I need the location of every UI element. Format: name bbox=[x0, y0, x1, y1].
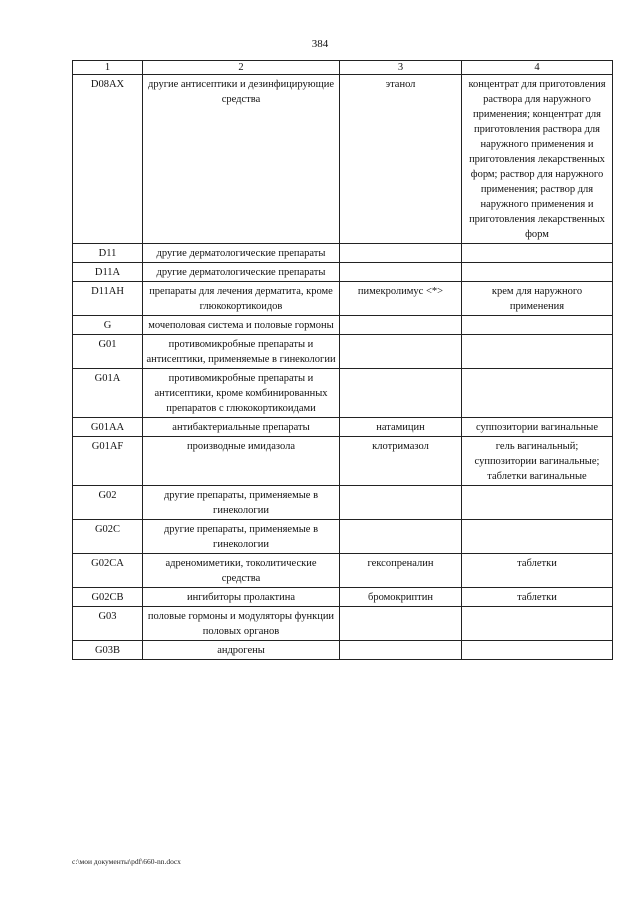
group-name-cell: противомикробные препараты и антисептики, кроме комбинированных препаратов с глюкокортикоидами bbox=[143, 369, 340, 418]
drug-name-cell: этанол bbox=[340, 75, 462, 244]
atc-code-cell: G01AF bbox=[73, 437, 143, 486]
group-name-cell: андрогены bbox=[143, 641, 340, 660]
group-name-cell: половые гормоны и модуляторы функции половых органов bbox=[143, 607, 340, 641]
atc-code-cell: G01AA bbox=[73, 418, 143, 437]
footer-file-path: c:\мои документы\pdf\660-nn.docx bbox=[72, 857, 181, 866]
dosage-form-cell: крем для наружного применения bbox=[462, 282, 613, 316]
table-row bbox=[73, 607, 613, 641]
group-name-cell: другие дерматологические препараты bbox=[143, 244, 340, 263]
drug-name-cell: гексопреналин bbox=[340, 554, 462, 588]
dosage-form-cell bbox=[462, 486, 613, 520]
group-name-cell: ингибиторы пролактина bbox=[143, 588, 340, 607]
group-name-cell: производные имидазола bbox=[143, 437, 340, 486]
drug-name-cell bbox=[340, 263, 462, 282]
dosage-form-cell: гель вагинальный; суппозитории вагинальные; таблетки вагинальные bbox=[462, 437, 613, 486]
atc-code-cell: D11AH bbox=[73, 282, 143, 316]
atc-code-cell: G bbox=[73, 316, 143, 335]
dosage-form-cell bbox=[462, 335, 613, 369]
drug-name-cell bbox=[340, 244, 462, 263]
table-row bbox=[73, 418, 613, 437]
dosage-form-cell bbox=[462, 369, 613, 418]
atc-code-cell: D08AX bbox=[73, 75, 143, 244]
atc-code-cell: G02CB bbox=[73, 588, 143, 607]
dosage-form-cell: концентрат для приготовления раствора для наружного применения; концентрат для приготовления раствора для наружного применения и приготовления лекарственных форм; раствор для наружного применения; раствор для наружного применения и приготовления лекарственных форм bbox=[462, 75, 613, 244]
table-row bbox=[73, 335, 613, 369]
table-row bbox=[73, 486, 613, 520]
dosage-form-cell: суппозитории вагинальные bbox=[462, 418, 613, 437]
column-header: 3 bbox=[340, 61, 462, 75]
atc-code-cell: G03 bbox=[73, 607, 143, 641]
drug-name-cell bbox=[340, 641, 462, 660]
drug-name-cell: натамицин bbox=[340, 418, 462, 437]
table-row bbox=[73, 588, 613, 607]
dosage-form-cell bbox=[462, 244, 613, 263]
atc-code-cell: G02C bbox=[73, 520, 143, 554]
dosage-form-cell bbox=[462, 641, 613, 660]
drug-name-cell: бромокриптин bbox=[340, 588, 462, 607]
table-row bbox=[73, 554, 613, 588]
group-name-cell: другие антисептики и дезинфицирующие средства bbox=[143, 75, 340, 244]
dosage-form-cell: таблетки bbox=[462, 554, 613, 588]
atc-code-cell: D11 bbox=[73, 244, 143, 263]
drug-name-cell bbox=[340, 520, 462, 554]
table-row bbox=[73, 369, 613, 418]
column-header: 1 bbox=[73, 61, 143, 75]
group-name-cell: другие препараты, применяемые в гинекологии bbox=[143, 520, 340, 554]
drug-name-cell bbox=[340, 607, 462, 641]
drug-name-cell: пимекролимус <*> bbox=[340, 282, 462, 316]
atc-code-cell: D11A bbox=[73, 263, 143, 282]
drug-name-cell bbox=[340, 316, 462, 335]
atc-code-cell: G01A bbox=[73, 369, 143, 418]
table-row bbox=[73, 641, 613, 660]
dosage-form-cell bbox=[462, 607, 613, 641]
column-header: 4 bbox=[462, 61, 613, 75]
table-row bbox=[73, 282, 613, 316]
dosage-form-cell: таблетки bbox=[462, 588, 613, 607]
atc-code-cell: G03B bbox=[73, 641, 143, 660]
atc-code-cell: G02 bbox=[73, 486, 143, 520]
column-header: 2 bbox=[143, 61, 340, 75]
group-name-cell: мочеполовая система и половые гормоны bbox=[143, 316, 340, 335]
table-row bbox=[73, 316, 613, 335]
group-name-cell: антибактериальные препараты bbox=[143, 418, 340, 437]
table-row bbox=[73, 437, 613, 486]
page-number: 384 bbox=[311, 38, 329, 50]
group-name-cell: другие дерматологические препараты bbox=[143, 263, 340, 282]
table-row bbox=[73, 263, 613, 282]
group-name-cell: препараты для лечения дерматита, кроме глюкокортикоидов bbox=[143, 282, 340, 316]
group-name-cell: адреномиметики, токолитические средства bbox=[143, 554, 340, 588]
dosage-form-cell bbox=[462, 263, 613, 282]
table-row bbox=[73, 244, 613, 263]
drug-table bbox=[72, 60, 613, 660]
dosage-form-cell bbox=[462, 520, 613, 554]
dosage-form-cell bbox=[462, 316, 613, 335]
header-row bbox=[73, 61, 613, 75]
drug-name-cell bbox=[340, 486, 462, 520]
atc-code-cell: G02CA bbox=[73, 554, 143, 588]
group-name-cell: противомикробные препараты и антисептики, применяемые в гинекологии bbox=[143, 335, 340, 369]
drug-name-cell bbox=[340, 369, 462, 418]
atc-code-cell: G01 bbox=[73, 335, 143, 369]
group-name-cell: другие препараты, применяемые в гинекологии bbox=[143, 486, 340, 520]
table-row bbox=[73, 520, 613, 554]
table-row bbox=[73, 75, 613, 244]
drug-name-cell: клотримазол bbox=[340, 437, 462, 486]
drug-name-cell bbox=[340, 335, 462, 369]
